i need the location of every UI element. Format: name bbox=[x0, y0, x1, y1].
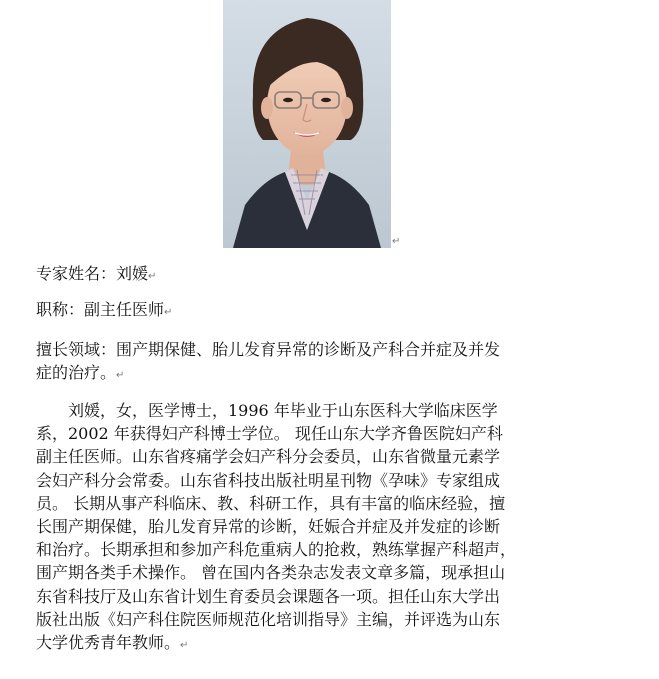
specialty-label: 擅长领域： bbox=[36, 340, 117, 359]
bio-line: 会妇产科分会常委。山东省科技出版社明星刊物《孕味》专家组成 bbox=[36, 470, 501, 490]
paragraph-mark-icon: ↵ bbox=[392, 236, 401, 247]
specialty-paragraph bbox=[36, 338, 596, 387]
portrait-photo bbox=[223, 0, 391, 248]
paragraph-mark-icon: ↵ bbox=[116, 370, 125, 382]
specialty-text-line-2: 症的治疗。 bbox=[36, 363, 117, 383]
bio-paragraph bbox=[36, 399, 596, 657]
name-line bbox=[36, 262, 156, 288]
bio-line: 围产期各类手术操作。 曾在国内各类杂志发表文章多篇，现承担山 bbox=[36, 563, 506, 583]
bio-line: 版社出版《妇产科住院医师规范化培训指导》主编，并评选为山东 bbox=[36, 609, 501, 629]
bio-line: 副主任医师。山东省疼痛学会妇产科分会委员，山东省微量元素学 bbox=[36, 447, 501, 467]
name-value: 刘媛 bbox=[116, 264, 149, 283]
bio-line: 长围产期保健，胎儿发育异常的诊断，妊娠合并症及并发症的诊断 bbox=[36, 517, 501, 537]
title-value: 副主任医师 bbox=[84, 300, 165, 319]
specialty-text-line-1: 围产期保健、胎儿发育异常的诊断及产科合并症及并发 bbox=[116, 340, 501, 359]
bio-line: 员。 长期从事产科临床、教、科研工作，具有丰富的临床经验，擅 bbox=[36, 493, 506, 513]
portrait-image bbox=[223, 0, 391, 248]
name-label: 专家姓名： bbox=[36, 264, 117, 283]
paragraph-mark-icon: ↵ bbox=[164, 307, 173, 318]
bio-line: 系，2002 年获得妇产科博士学位。 现任山东大学齐鲁医院妇产科 bbox=[36, 424, 503, 444]
bio-line: 大学优秀青年教师。 bbox=[36, 633, 181, 653]
paragraph-mark-icon: ↵ bbox=[148, 271, 157, 282]
title-label: 职称： bbox=[36, 300, 85, 319]
bio-line: 刘媛，女，医学博士，1996 年毕业于山东医科大学临床医学 bbox=[36, 401, 498, 420]
paragraph-mark-icon: ↵ bbox=[180, 640, 189, 652]
bio-line: 东省科技厅及山东省计划生育委员会课题各一项。担任山东大学出 bbox=[36, 586, 501, 606]
title-line bbox=[36, 298, 172, 324]
bio-line: 和治疗。长期承担和参加产科危重病人的抢救，熟练掌握产科超声， bbox=[36, 540, 517, 560]
